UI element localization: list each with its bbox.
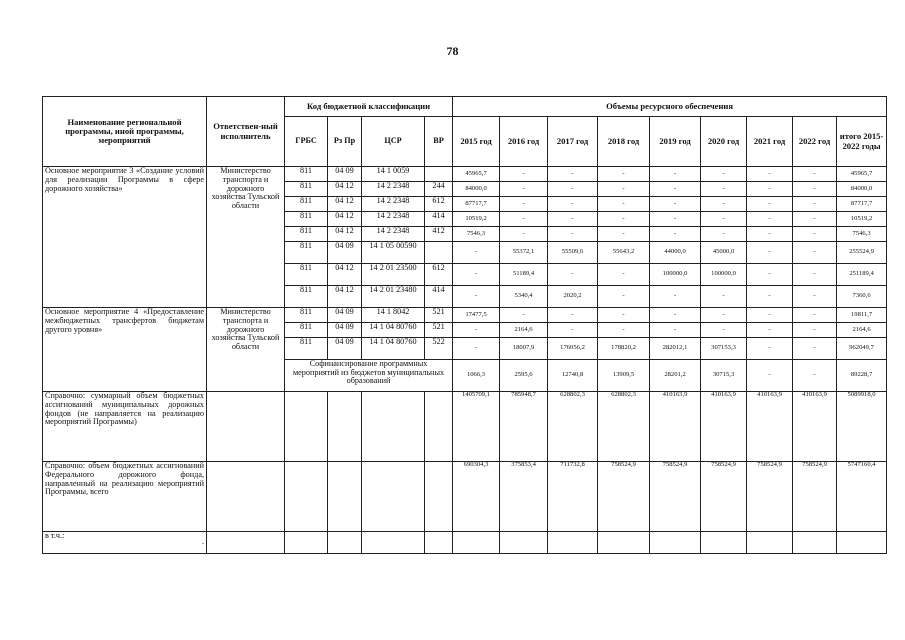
header-rzpr: Рз Пр <box>328 117 362 167</box>
empty-cell <box>650 532 701 554</box>
vr-cell: 414 <box>425 286 453 308</box>
value-cell: - <box>598 197 650 212</box>
value-cell: 5089918,0 <box>837 392 887 462</box>
grbs-cell: 811 <box>285 264 328 286</box>
empty-cell <box>207 532 285 554</box>
value-cell: 7360,6 <box>837 286 887 308</box>
value-cell: 13909,5 <box>598 360 650 392</box>
header-resources: Объемы ресурсного обеспечения <box>453 97 887 117</box>
page-number: 78 <box>446 44 459 58</box>
value-cell: - <box>650 286 701 308</box>
empty-cell <box>207 462 285 532</box>
csr-cell: 14 1 05 00590 <box>362 242 425 264</box>
vr-cell <box>425 167 453 182</box>
value-cell: 100000,0 <box>650 264 701 286</box>
value-cell: 55372,1 <box>500 242 548 264</box>
value-cell: - <box>701 308 747 323</box>
value-cell: - <box>548 308 598 323</box>
header-year: 2018 год <box>598 117 650 167</box>
vr-cell: 521 <box>425 323 453 338</box>
value-cell: 375853,4 <box>500 462 548 532</box>
header-year: 2022 год <box>793 117 837 167</box>
value-cell: 1405709,1 <box>453 392 500 462</box>
value-cell: - <box>548 197 598 212</box>
grbs-cell: 811 <box>285 227 328 242</box>
header-year: 2019 год <box>650 117 701 167</box>
csr-cell: 14 2 2348 <box>362 212 425 227</box>
value-cell: - <box>598 212 650 227</box>
empty-cell <box>362 392 425 462</box>
value-cell: 5747160,4 <box>837 462 887 532</box>
value-cell: - <box>598 182 650 197</box>
empty-cell <box>453 532 500 554</box>
vr-cell: 412 <box>425 227 453 242</box>
value-cell: 28201,2 <box>650 360 701 392</box>
value-cell: - <box>793 167 837 182</box>
value-cell: 7546,3 <box>837 227 887 242</box>
value-cell: 628802,3 <box>598 392 650 462</box>
csr-cell: 14 1 04 80760 <box>362 323 425 338</box>
value-cell: - <box>500 212 548 227</box>
vr-cell: 612 <box>425 197 453 212</box>
value-cell: 785948,7 <box>500 392 548 462</box>
value-cell: - <box>598 286 650 308</box>
rzpr-cell: 04 09 <box>328 338 362 360</box>
incl-cell <box>43 532 207 554</box>
empty-cell <box>701 532 747 554</box>
value-cell: - <box>548 167 598 182</box>
value-cell: - <box>598 167 650 182</box>
empty-cell <box>328 532 362 554</box>
value-cell: - <box>793 197 837 212</box>
value-cell: - <box>701 227 747 242</box>
grbs-cell: 811 <box>285 323 328 338</box>
value-cell: - <box>598 264 650 286</box>
rzpr-cell: 04 09 <box>328 242 362 264</box>
empty-cell <box>500 532 548 554</box>
budget-table <box>42 96 887 554</box>
value-cell: 10519,2 <box>453 212 500 227</box>
vr-cell: 244 <box>425 182 453 197</box>
value-cell: - <box>500 182 548 197</box>
value-cell: 45965,7 <box>837 167 887 182</box>
value-cell: - <box>793 212 837 227</box>
csr-cell: 14 2 2348 <box>362 197 425 212</box>
value-cell: 282012,1 <box>650 338 701 360</box>
csr-cell: 14 2 2348 <box>362 227 425 242</box>
value-cell: - <box>747 338 793 360</box>
csr-cell: 14 2 01 23500 <box>362 264 425 286</box>
grbs-cell: 811 <box>285 308 328 323</box>
value-cell: - <box>747 227 793 242</box>
value-cell: - <box>650 308 701 323</box>
value-cell: - <box>548 264 598 286</box>
value-cell: - <box>598 323 650 338</box>
csr-cell: 14 1 04 80760 <box>362 338 425 360</box>
header-year-total: итого 2015-2022 годы <box>837 117 887 167</box>
value-cell: 410163,9 <box>650 392 701 462</box>
value-cell: - <box>548 182 598 197</box>
empty-cell <box>548 532 598 554</box>
empty-cell <box>425 392 453 462</box>
value-cell: 410163,9 <box>793 392 837 462</box>
header-year: 2017 год <box>548 117 598 167</box>
value-cell: - <box>793 286 837 308</box>
value-cell: 758524,9 <box>701 462 747 532</box>
value-cell: 87717,7 <box>837 197 887 212</box>
value-cell: 84000,0 <box>837 182 887 197</box>
value-cell: - <box>500 308 548 323</box>
value-cell: - <box>650 182 701 197</box>
value-cell: - <box>500 167 548 182</box>
value-cell: - <box>701 182 747 197</box>
value-cell: - <box>548 212 598 227</box>
value-cell: 19811,7 <box>837 308 887 323</box>
header-executor: Ответствен-ный исполнитель <box>207 97 285 167</box>
value-cell: - <box>500 197 548 212</box>
value-cell: 12740,8 <box>548 360 598 392</box>
header-year: 2016 год <box>500 117 548 167</box>
vr-cell <box>425 242 453 264</box>
value-cell: 44000,0 <box>650 242 701 264</box>
empty-cell <box>328 392 362 462</box>
empty-cell <box>362 462 425 532</box>
value-cell: 18007,9 <box>500 338 548 360</box>
value-cell: 10519,2 <box>837 212 887 227</box>
grbs-cell: 811 <box>285 242 328 264</box>
value-cell: - <box>453 338 500 360</box>
value-cell: - <box>747 308 793 323</box>
value-cell: - <box>747 323 793 338</box>
csr-cell: 14 2 2348 <box>362 182 425 197</box>
header-year: 2021 год <box>747 117 793 167</box>
value-cell: - <box>793 323 837 338</box>
vr-cell: 414 <box>425 212 453 227</box>
table-row <box>43 532 887 554</box>
value-cell: - <box>453 286 500 308</box>
rzpr-cell: 04 12 <box>328 264 362 286</box>
value-cell: 17477,5 <box>453 308 500 323</box>
reference-name: Справочно: объем бюджетных ассигнований Федерального дорожного фонда, направленный на реализацию мероприятий Программы, всего <box>43 462 207 532</box>
value-cell: - <box>453 264 500 286</box>
value-cell: 87717,7 <box>453 197 500 212</box>
measure-executor: Министерство транспорта и дорожного хозяйства Тульской области <box>207 167 285 308</box>
value-cell: - <box>747 167 793 182</box>
measure-executor: Министерство транспорта и дорожного хозяйства Тульской области <box>207 308 285 392</box>
value-cell: - <box>701 323 747 338</box>
value-cell: - <box>747 242 793 264</box>
value-cell: - <box>650 323 701 338</box>
grbs-cell: 811 <box>285 197 328 212</box>
rzpr-cell: 04 12 <box>328 197 362 212</box>
measure-name: Основное мероприятие 4 «Предоставление межбюджетных трансфертов бюджетам другого уровня» <box>43 308 207 392</box>
value-cell: 100000,0 <box>701 264 747 286</box>
value-cell: 176056,2 <box>548 338 598 360</box>
value-cell: - <box>793 360 837 392</box>
value-cell: - <box>548 323 598 338</box>
value-cell: - <box>793 242 837 264</box>
rzpr-cell: 04 12 <box>328 182 362 197</box>
value-cell: - <box>650 227 701 242</box>
grbs-cell: 811 <box>285 286 328 308</box>
empty-cell <box>425 462 453 532</box>
value-cell: - <box>747 212 793 227</box>
value-cell: - <box>598 227 650 242</box>
value-cell: 55509,6 <box>548 242 598 264</box>
csr-cell: 14 1 0059 <box>362 167 425 182</box>
rzpr-cell: 04 09 <box>328 323 362 338</box>
value-cell: - <box>793 182 837 197</box>
grbs-cell: 811 <box>285 338 328 360</box>
rzpr-cell: 04 12 <box>328 212 362 227</box>
value-cell: 410163,9 <box>701 392 747 462</box>
value-cell: - <box>500 227 548 242</box>
value-cell: - <box>747 286 793 308</box>
value-cell: 251189,4 <box>837 264 887 286</box>
value-cell: - <box>793 338 837 360</box>
value-cell: - <box>747 197 793 212</box>
value-cell: 758524,9 <box>793 462 837 532</box>
rzpr-cell: 04 09 <box>328 167 362 182</box>
reference-name: Справочно: суммарный объем бюджетных ассигнований муниципальных дорожных фондов (не направляется на реализацию мероприятий Программы) <box>43 392 207 462</box>
empty-cell <box>207 392 285 462</box>
empty-cell <box>747 532 793 554</box>
value-cell: 758524,9 <box>650 462 701 532</box>
value-cell: 628802,3 <box>548 392 598 462</box>
value-cell: 2164,6 <box>500 323 548 338</box>
value-cell: - <box>793 308 837 323</box>
value-cell: - <box>650 197 701 212</box>
header-budget-code: Код бюджетной классификации <box>285 97 453 117</box>
value-cell: 711732,8 <box>548 462 598 532</box>
value-cell: - <box>701 197 747 212</box>
table-row <box>43 308 887 323</box>
header-csr: ЦСР <box>362 117 425 167</box>
value-cell: 962049,7 <box>837 338 887 360</box>
value-cell: - <box>747 264 793 286</box>
value-cell: 89228,7 <box>837 360 887 392</box>
value-cell: 7546,3 <box>453 227 500 242</box>
value-cell: - <box>598 308 650 323</box>
value-cell: 255524,9 <box>837 242 887 264</box>
value-cell: - <box>747 360 793 392</box>
value-cell: 2595,6 <box>500 360 548 392</box>
empty-cell <box>285 532 328 554</box>
vr-cell: 522 <box>425 338 453 360</box>
header-grbs: ГРБС <box>285 117 328 167</box>
value-cell: 30715,3 <box>701 360 747 392</box>
empty-cell <box>285 392 328 462</box>
vr-cell: 612 <box>425 264 453 286</box>
empty-cell <box>598 532 650 554</box>
value-cell: - <box>453 242 500 264</box>
header-vr: ВР <box>425 117 453 167</box>
value-cell: 45965,7 <box>453 167 500 182</box>
value-cell: - <box>453 323 500 338</box>
value-cell: 55643,2 <box>598 242 650 264</box>
grbs-cell: 811 <box>285 182 328 197</box>
rzpr-cell: 04 12 <box>328 286 362 308</box>
csr-cell: 14 2 01 23480 <box>362 286 425 308</box>
value-cell: - <box>793 227 837 242</box>
value-cell: - <box>548 227 598 242</box>
value-cell: - <box>701 167 747 182</box>
value-cell: - <box>701 212 747 227</box>
value-cell: - <box>650 212 701 227</box>
cofinancing-label: Софинансирование программных мероприятий из бюджетов муниципальных образований <box>285 360 453 392</box>
value-cell: 5340,4 <box>500 286 548 308</box>
value-cell: 2164,6 <box>837 323 887 338</box>
value-cell: 2020,2 <box>548 286 598 308</box>
csr-cell: 14 1 8042 <box>362 308 425 323</box>
measure-name: Основное мероприятие 3 «Создание условий для реализации Программы в сфере дорожного хозяйства» <box>43 167 207 308</box>
value-cell: 51189,4 <box>500 264 548 286</box>
value-cell: - <box>701 286 747 308</box>
empty-cell <box>362 532 425 554</box>
empty-cell <box>285 462 328 532</box>
value-cell: - <box>747 182 793 197</box>
table-row <box>43 392 887 462</box>
empty-cell <box>328 462 362 532</box>
value-cell: 307153,3 <box>701 338 747 360</box>
empty-cell <box>425 532 453 554</box>
table-row <box>43 462 887 532</box>
header-year: 2015 год <box>453 117 500 167</box>
rzpr-cell: 04 12 <box>328 227 362 242</box>
header-year: 2020 год <box>701 117 747 167</box>
empty-cell <box>837 532 887 554</box>
value-cell: 758524,9 <box>747 462 793 532</box>
empty-cell <box>793 532 837 554</box>
incl-label: в т.ч.: <box>45 531 65 540</box>
value-cell: 1066,3 <box>453 360 500 392</box>
header-name: Наименование региональной программы, иной программы, мероприятий <box>43 97 207 167</box>
grbs-cell: 811 <box>285 167 328 182</box>
grbs-cell: 811 <box>285 212 328 227</box>
rzpr-cell: 04 09 <box>328 308 362 323</box>
value-cell: 178820,2 <box>598 338 650 360</box>
table-row <box>43 167 887 182</box>
value-cell: 690304,3 <box>453 462 500 532</box>
value-cell: 758524,9 <box>598 462 650 532</box>
incl-dot: . <box>201 537 204 546</box>
value-cell: 45000,0 <box>701 242 747 264</box>
value-cell: - <box>650 167 701 182</box>
value-cell: - <box>793 264 837 286</box>
value-cell: 410163,9 <box>747 392 793 462</box>
value-cell: 84000,0 <box>453 182 500 197</box>
vr-cell: 521 <box>425 308 453 323</box>
